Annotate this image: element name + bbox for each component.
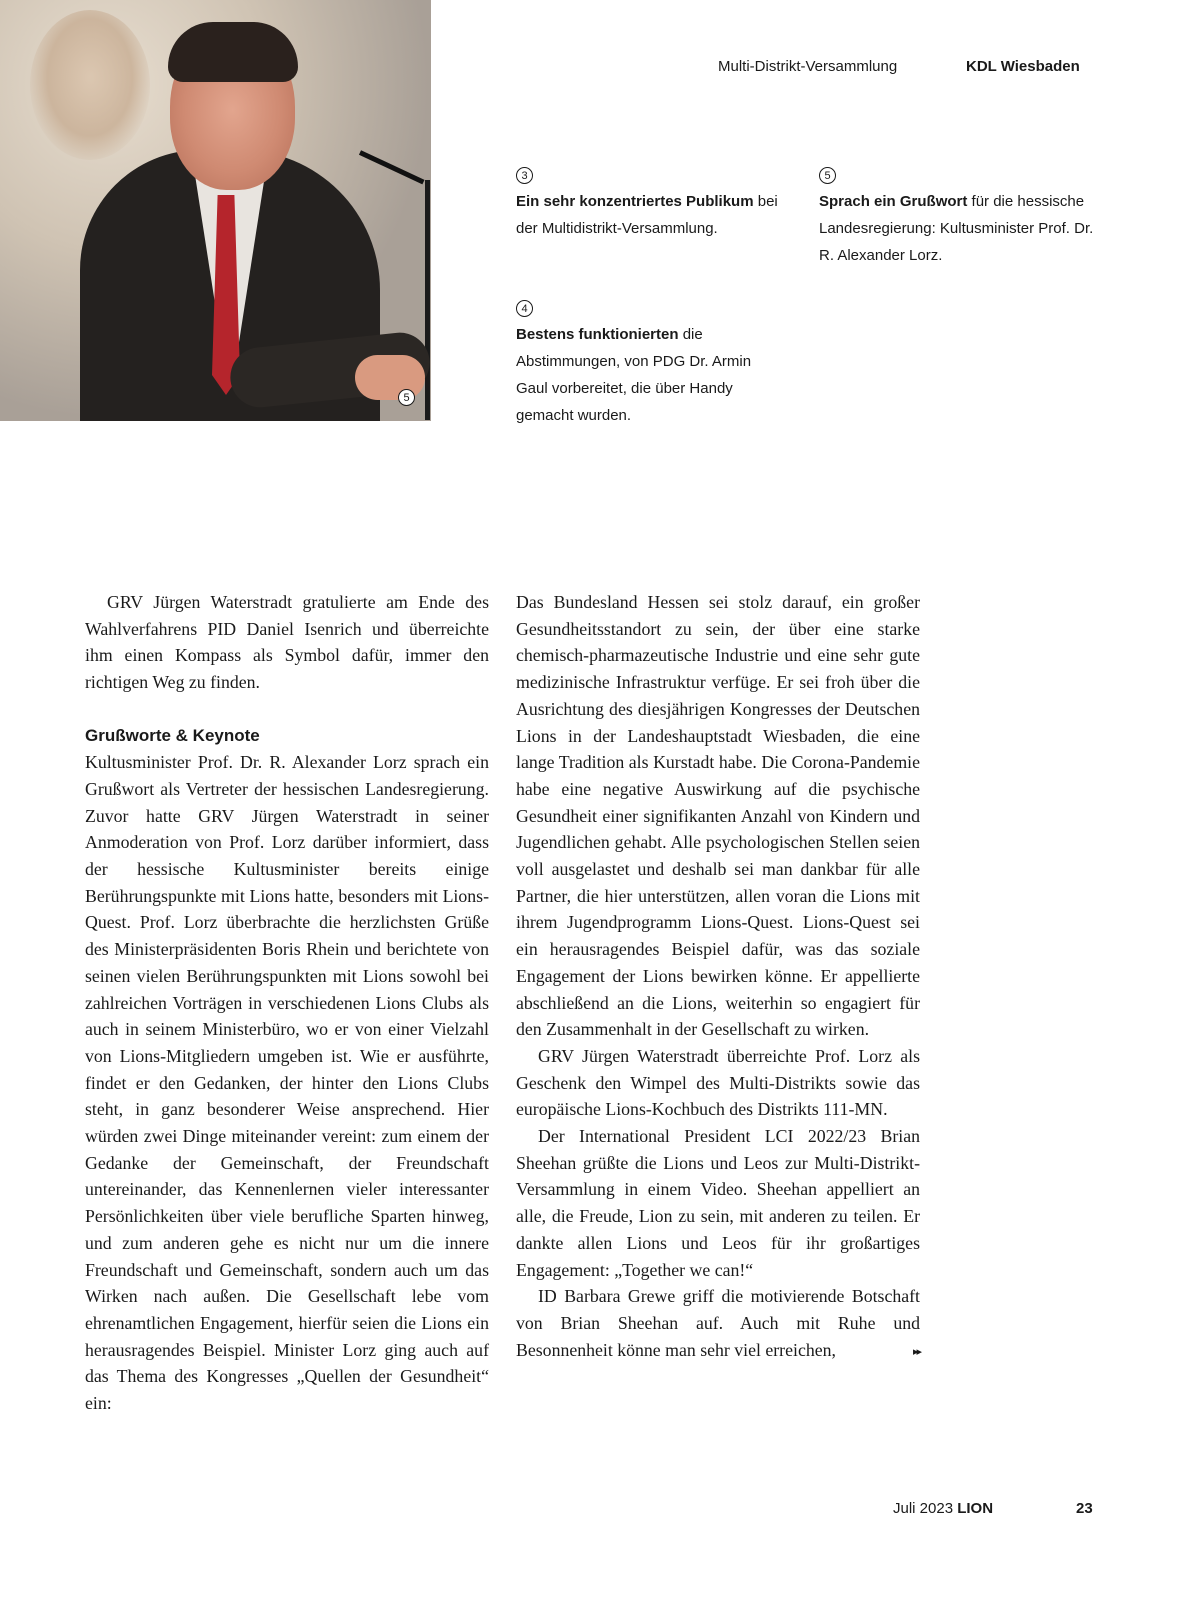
footer-issue bbox=[893, 1500, 993, 1517]
caption-4 bbox=[516, 321, 778, 429]
speaker-photo bbox=[0, 0, 431, 421]
caption-number-3: 3 bbox=[516, 167, 533, 184]
speaker-hand bbox=[355, 355, 425, 400]
article-paragraph-text: ID Barbara Grewe griff die motivierende Botschaft von Brian Sheehan auf. Auch mit Ruhe und Besonnenheit könne man sehr viel erreichen, bbox=[516, 1286, 920, 1360]
caption-5-text: für die hessische Landesregierung: Kultusminister Prof. Dr. R. Alexander Lorz. bbox=[819, 193, 1094, 264]
continue-arrow-icon: ▸▸ bbox=[912, 1345, 920, 1358]
caption-3 bbox=[516, 188, 786, 242]
article-column-right bbox=[516, 589, 920, 1363]
article-paragraph: GRV Jürgen Waterstradt gratulierte am Ende des Wahlverfahrens PID Daniel Isenrich und überreichte ihm einen Kompass als Symbol dafür, immer den richtigen Weg zu finden. bbox=[85, 592, 489, 693]
photo-number-marker: 5 bbox=[398, 389, 415, 406]
caption-number-4: 4 bbox=[516, 300, 533, 317]
article-paragraph: Kultusminister Prof. Dr. R. Alexander Lorz sprach ein Grußwort als Vertreter der hessischen Landesregierung. Zuvor hatte GRV Jürgen Waterstradt in seiner Anmoderation von Prof. Lorz darüber informiert, dass der hessische Kultusminister bereits einige Berührungspunkte mit Lions hatte, besonders mit Lions-Quest. Prof. Lorz überbrachte die herzlichsten Grüße des Ministerpräsidenten Boris Rhein und berichtete von seinen vielen Berührungspunkten mit Lions sowohl bei zahlreichen Vorträgen in verschiedenen Lions Clubs als auch in seinem Ministerbüro, wo er von einer Vielzahl von Lions-Mitgliedern umgeben ist. Wie er ausführte, findet er den Gedanken, der hinter den Lions Clubs steht, in ganz besonderer Weise ansprechend. Hier würden zwei Dinge miteinander vereint: zum einem der Gedanke der Gemeinschaft, der Freundschaft untereinander, das Kennenlernen vieler interessanter Persönlichkeiten über viele berufliche Sparten hinweg, und zum anderen gehe es nicht nur um die innere Freundschaft und Gemeinschaft, sondern auch um das Wirken nach außen. Die Gesellschaft lebe vom ehrenamtlichen Engagement, hierfür seien die Lions ein herausragendes Beispiel. Minister Lorz ging auch auf das Thema des Kongresses „Quellen der Gesundheit“ ein: bbox=[85, 752, 489, 1414]
article-column-left bbox=[85, 589, 489, 1417]
section-title: Multi-Distrikt-Versammlung bbox=[718, 58, 898, 75]
speaker-hair bbox=[168, 22, 298, 82]
location-title: KDL Wiesbaden bbox=[966, 58, 1080, 75]
caption-5-bold: Sprach ein Grußwort bbox=[819, 193, 968, 210]
page-number-value: 23 bbox=[1076, 1500, 1093, 1517]
article-paragraph: GRV Jürgen Waterstradt überreichte Prof. Lorz als Geschenk den Wimpel des Multi-Distrikts sowie das europäische Lions-Kochbuch des Distrikts 111-MN. bbox=[516, 1045, 920, 1120]
footer-date: Juli 2023 bbox=[893, 1500, 954, 1517]
article-paragraph: Der International President LCI 2022/23 Brian Sheehan grüßte die Lions und Leos zur Multi-Distrikt-Versammlung in einem Video. Sheehan appelliert an alle, die Freude, Lion zu sein, mit anderen zu teilen. Er dankte allen Lions und Leos für ihr großartiges Engagement: „Together we can!“ bbox=[516, 1126, 920, 1280]
caption-4-bold: Bestens funktionierten bbox=[516, 326, 679, 343]
article-subheading: Grußworte & Keynote bbox=[85, 725, 260, 745]
page-number bbox=[1076, 1500, 1093, 1517]
microphone-stand bbox=[425, 180, 430, 420]
article-paragraph-last bbox=[516, 1283, 920, 1363]
footer-magazine: LION bbox=[957, 1500, 994, 1517]
caption-5 bbox=[819, 188, 1099, 269]
projected-face bbox=[30, 10, 150, 160]
article-paragraph: Das Bundesland Hessen sei stolz darauf, ein großer Gesundheitsstandort zu sein, der über eine starke chemisch-pharmazeutische Industrie und eine sehr gute medizinische Infrastruktur verfüge. Er sei froh über die Ausrichtung des diesjährigen Kongresses der Deutschen Lions in der Landeshauptstadt Wiesbaden, die eine lange Tradition als Kurstadt habe. Die Corona-Pandemie habe eine negative Auswirkung auf die psychische Gesundheit einer signifikanten Anzahl von Kindern und Jugendlichen gehabt. Alle psychologischen Stellen seien voll ausgelastet und deshalb sei man dankbar für alle Partner, die hier unterstützen, allen voran die Lions mit ihrem Jugendprogramm Lions-Quest. Lions-Quest sei ein herausragendes Beispiel dafür, was das soziale Engagement der Lions bewirken könne. Er appellierte abschließend an die Lions, weiterhin so engagiert für den Zusammenhalt in der Gesellschaft zu wirken. bbox=[516, 592, 920, 1040]
caption-number-5: 5 bbox=[819, 167, 836, 184]
caption-3-text: bei der Multidistrikt-Versammlung. bbox=[516, 193, 778, 237]
caption-4-text: die Abstimmungen, von PDG Dr. Armin Gaul vorbereitet, die über Handy gemacht wurden. bbox=[516, 326, 752, 424]
caption-3-bold: Ein sehr konzentriertes Publikum bbox=[516, 193, 754, 210]
